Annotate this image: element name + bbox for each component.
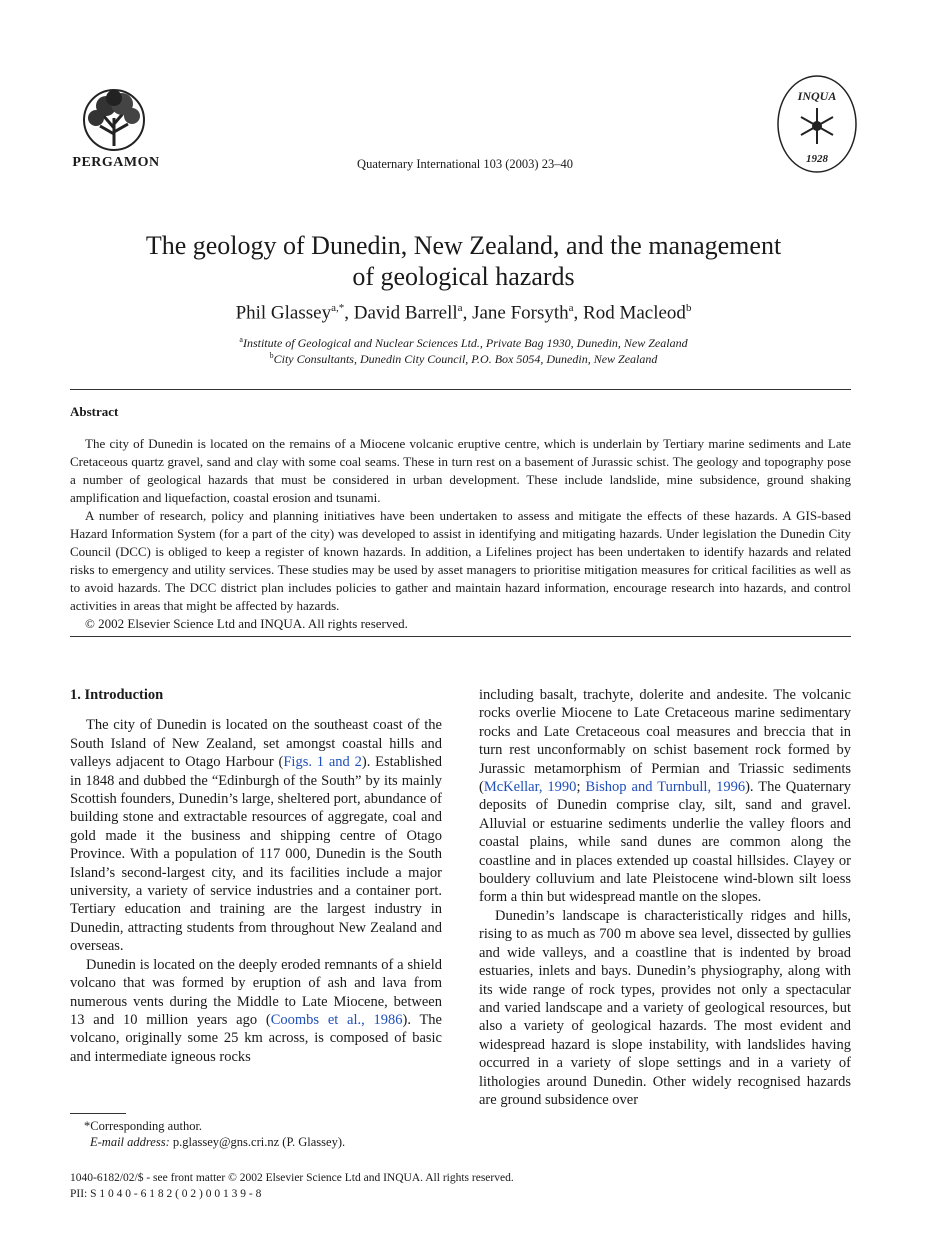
title-line-2: of geological hazards [352, 262, 575, 291]
abstract-paragraph: The city of Dunedin is located on the remains of a Miocene volcanic eruptive centre, which is underlain by Tertiary marine sediments and Late Cretaceous quartz gravel, sand and clay with some coal seams. These in turn rest on a basement of Jurassic schist. The geology and topography pose a number of geological hazards that must be considered in urban development. These include landslide, mine subsidence, ground shaking amplification and liquefaction, coastal erosion and tsunami. [70, 436, 851, 505]
footer-pii: PII: S 1 0 4 0 - 6 1 8 2 ( 0 2 ) 0 0 1 3 9 - 8 [70, 1188, 262, 1200]
author-name: David Barrell [353, 302, 458, 324]
author-name: Rod Macleod [583, 302, 686, 324]
corresponding-author-note: *Corresponding author. [84, 1119, 203, 1133]
inqua-logo [776, 74, 858, 174]
abstract-paragraph: A number of research, policy and planning initiatives have been undertaken to assess and mitigate the effects of these hazards. A GIS-based Hazard Information System (for a part of the city) was developed to assist in identifying and mitigating hazards. Under legislation the Dunedin City Council (DCC) is obliged to keep a register of known hazards. In addition, a Lifelines project has been undertaken to identify hazards and related risks to emergency and utility services. These studies may be used by asset managers to prioritise mitigation measures for critical facilities as well as to avoid hazards. The DCC district plan includes policies to gather and maintain hazard information, encourage research into hazards, and control activities in areas that might be affected by hazards. [70, 508, 851, 613]
email-note: E-mail address: p.glassey@gns.cri.nz (P. Glassey). [90, 1135, 346, 1149]
author-affiliation-mark: a [457, 302, 463, 314]
affiliation-a: $^a$Institute of Geological and Nuclear Sciences Ltd., Private Bag 1930, Dunedin, New Zealand [239, 335, 688, 350]
divider [70, 636, 851, 637]
left-column [70, 686, 442, 1066]
inqua-logo-year: 1928 [806, 153, 828, 165]
author-affiliation-mark: b [685, 302, 692, 314]
figure-reference-link[interactable]: Figs. 1 and 2 [283, 754, 362, 771]
author-list: Phil Glassey$^{a,*}$, David Barrell$^a$, Jane Forsyth$^a$, Rod Macleod$^b$ [235, 302, 692, 324]
author-name: Phil Glassey [235, 302, 332, 324]
right-column [479, 686, 851, 1109]
journal-reference: Quaternary International 103 (2003) 23–40 [357, 157, 573, 171]
author-affiliation-mark: a [568, 302, 574, 314]
citation-link[interactable]: Bishop and Turnbull, 1996 [585, 779, 746, 796]
divider [70, 389, 851, 390]
section-heading-introduction: 1. Introduction [70, 687, 164, 703]
abstract-body [70, 435, 851, 633]
author-email: p.glassey@gns.cri.nz (P. Glassey). [172, 1135, 346, 1149]
body-paragraph: including basalt, trachyte, dolerite and andesite. The volcanic rocks overlie Miocene to Late Cretaceous marine sedimentary rocks and Late Cretaceous coal measures and breccia that in turn rest unconformably on schist basement rock formed by Jurassic metamorphism of Permian and Triassic sediments (McKellar, 1990; Bishop and Turnbull, 1996). The Quaternary deposits of Dunedin comprise clay, silt, sand and gravel. Alluvial or estuarine sediments underlie the valley floors and coastal plains, while sand dunes are common along the coastline and in places extended up coastal hillsides. Clayey or bouldery colluvium and late Pleistocene wind-blown silt loess form a thin but widespread mantle on the slopes. [479, 687, 852, 906]
body-paragraph: Dunedin is located on the deeply eroded remnants of a shield volcano that was formed by eruption of ash and lava from numerous vents during the Middle to Late Miocene, between 13 and 10 million years ago (Coombs et al., 1986). The volcano, originally some 25 km across, is composed of basic and intermediate igneous rocks [70, 956, 442, 1065]
abstract-copyright: © 2002 Elsevier Science Ltd and INQUA. All rights reserved. [85, 616, 408, 631]
citation-link[interactable]: Coombs et al., 1986 [270, 1011, 403, 1028]
citation-link[interactable]: McKellar, 1990 [483, 779, 577, 796]
publisher-name: PERGAMON [72, 155, 160, 170]
author-name: Jane Forsyth [472, 302, 569, 324]
abstract-heading: Abstract [70, 404, 119, 419]
footer-copyright: 1040-6182/02/$ - see front matter © 2002 Elsevier Science Ltd and INQUA. All rights reserved. [70, 1172, 514, 1184]
author-affiliation-mark: a,* [331, 302, 345, 314]
affiliation-b: $^b$City Consultants, Dunedin City Council, P.O. Box 5054, Dunedin, New Zealand [269, 351, 658, 366]
inqua-logo-text: INQUA [797, 89, 837, 103]
paper-title [60, 230, 867, 292]
title-line-1: The geology of Dunedin, New Zealand, and the management [145, 231, 782, 260]
body-paragraph: Dunedin’s landscape is characteristically ridges and hills, rising to as much as 700 m above sea level, dissected by gullies and wide valleys, and a coastline that is indented by broad estuaries, inlets and bays. Dunedin’s physiography, along with its wide range of rock types, provides not only a spectacular and varied landscape and a variety of geological resources, but also a variety of geological hazards. The most evident and widespread hazard is slope instability, with landslides having occurred in a variety of slope settings and in a variety of lithologies around Dunedin. Other widely recognised hazards are ground subsidence over [479, 907, 851, 1108]
footnote-divider [70, 1113, 126, 1114]
body-paragraph: The city of Dunedin is located on the southeast coast of the South Island of New Zealand, set amongst coastal hills and valleys adjacent to Otago Harbour (Figs. 1 and 2). Established in 1848 and dubbed the “Edinburgh of the South” by its mainly Scottish founders, Dunedin’s large, sheltered port, abundance of building stone and extractable resources of aggregate, coal and gold made it the business and shipping centre of Otago Province. With a population of 117 000, Dunedin is the South Island’s second-largest city, and its facilities include a major university, a variety of service industries and a container port. Tertiary education and training are the largest industry in Dunedin, attracting students from throughout New Zealand and overseas. [70, 717, 443, 955]
